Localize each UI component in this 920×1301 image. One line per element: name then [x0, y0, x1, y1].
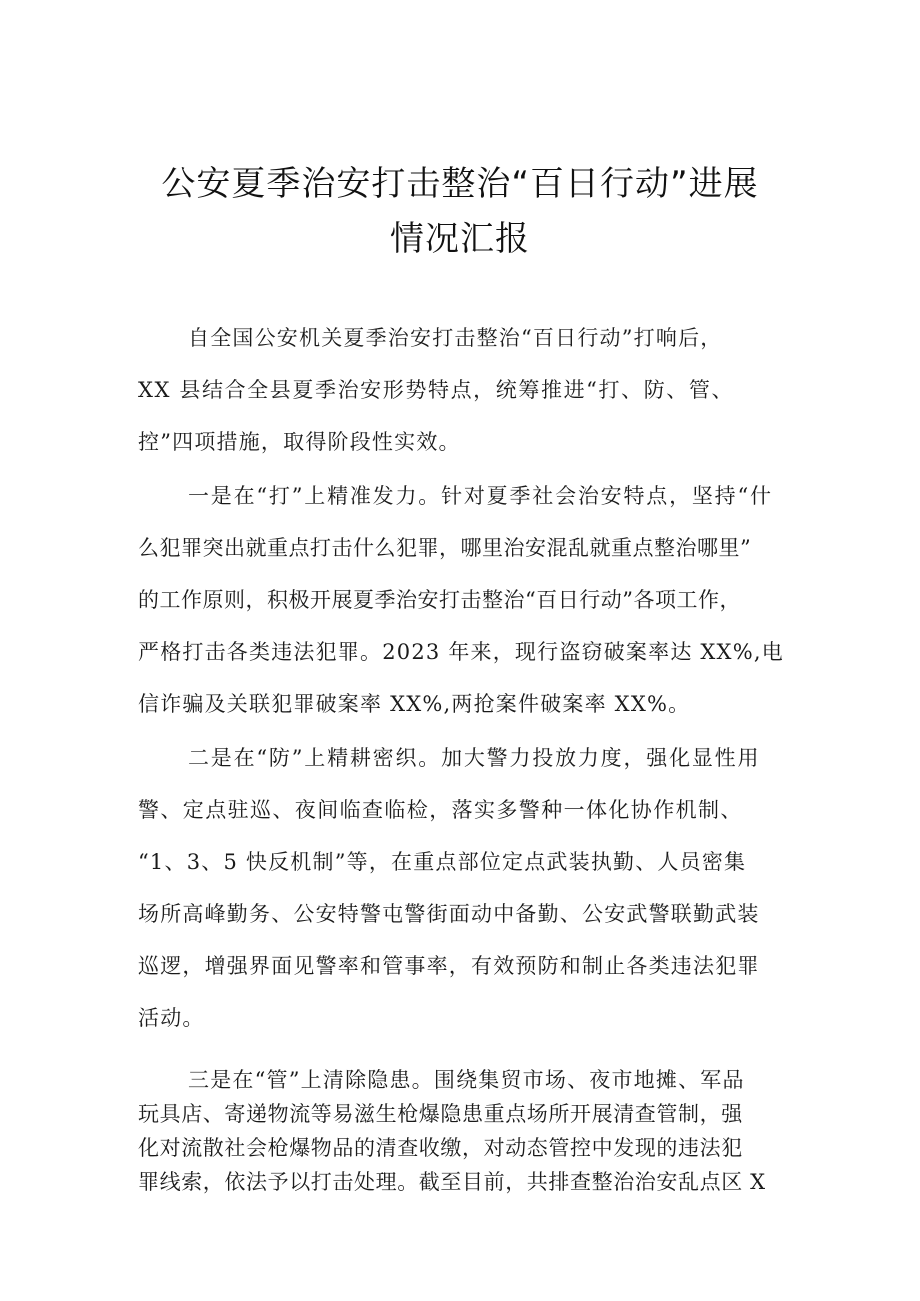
- paragraph-3-line-4: 场所高峰勤务、公安特警屯警街面动中备勤、公安武警联勤武装: [138, 902, 760, 926]
- paragraph-3-line-2: 警、定点驻巡、夜间临查临检，落实多警种一体化协作机制、: [138, 798, 743, 822]
- paragraph-3-line-5: 巡逻，增强界面见警率和管事率，有效预防和制止各类违法犯罪: [138, 954, 760, 978]
- paragraph-1-line-2: XX 县结合全县夏季治安形势特点，统筹推进“打、防、管、: [138, 378, 735, 402]
- paragraph-1-line-3: 控”四项措施，取得阶段性实效。: [138, 430, 461, 454]
- paragraph-3-line-6: 活动。: [138, 1006, 205, 1030]
- paragraph-4-line-2: 玩具店、寄递物流等易滋生枪爆隐患重点场所开展清查管制，强: [138, 1102, 743, 1126]
- document-title-line-1: 公安夏季治安打击整治“百日行动”进展: [161, 164, 759, 204]
- paragraph-2-line-4: 严格打击各类违法犯罪。2023 年来，现行盗窃破案率达 XX%,电: [138, 640, 784, 664]
- paragraph-2-line-1: 一是在“打”上精准发力。针对夏季社会治安特点，坚持“什: [188, 484, 773, 508]
- document-title-line-2: 情况汇报: [390, 219, 530, 259]
- paragraph-2-line-3: 的工作原则，积极开展夏季治安打击整治“百日行动”各项工作，: [138, 588, 741, 612]
- paragraph-3-line-3: “1、3、5 快反机制”等，在重点部位定点武装执勤、人员密集: [138, 850, 747, 874]
- paragraph-3-line-1: 二是在“防”上精耕密织。加大警力投放力度，强化显性用: [188, 746, 761, 770]
- paragraph-4-line-1: 三是在“管”上清除隐患。围绕集贸市场、夜市地摊、军品: [188, 1068, 745, 1092]
- paragraph-2-line-5: 信诈骗及关联犯罪破案率 XX%,两抢案件破案率 XX%。: [138, 692, 691, 716]
- paragraph-1-line-1: 自全国公安机关夏季治安打击整治“百日行动”打响后，: [188, 326, 723, 350]
- paragraph-2-line-2: 么犯罪突出就重点打击什么犯罪，哪里治安混乱就重点整治哪里”: [138, 536, 752, 560]
- paragraph-4-line-4: 罪线索，依法予以打击处理。截至目前，共排查整治治安乱点区 X: [138, 1170, 766, 1194]
- paragraph-4-line-3: 化对流散社会枪爆物品的清查收缴，对动态管控中发现的违法犯: [138, 1136, 743, 1160]
